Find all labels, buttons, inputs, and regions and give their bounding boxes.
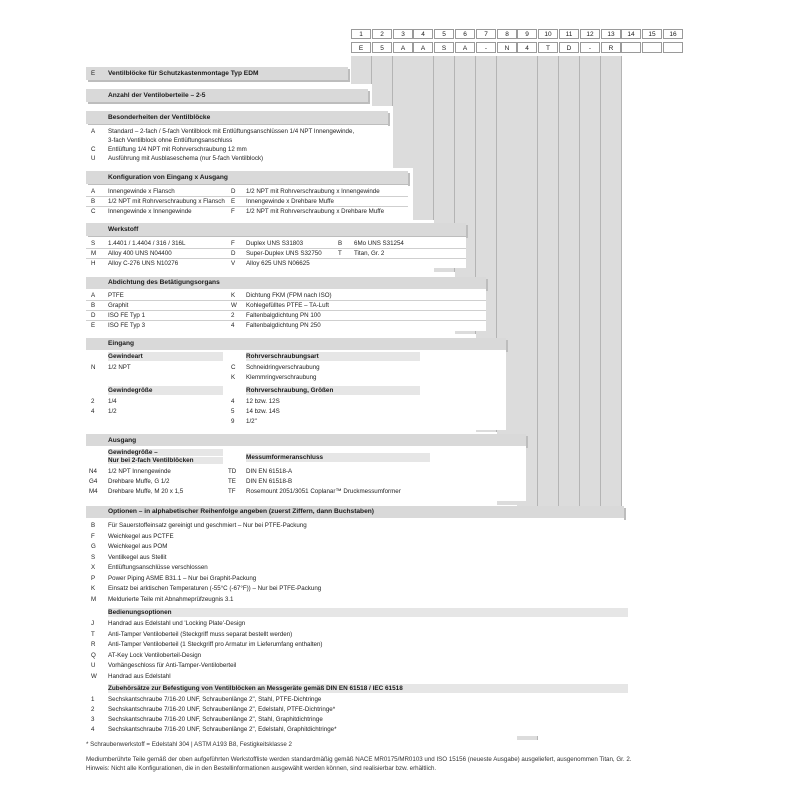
- config-text: 1/2 NPT mit Rohrverschraubung x Drehbare Muffe: [246, 208, 385, 215]
- mounting-kit-heading: Zubehörsätze zur Befestigung von Ventilblöcken an Messgeräte gemäß DIN EN 61518 / IEC 61518: [108, 684, 628, 693]
- operation-code: R: [91, 641, 96, 648]
- option-text: Entlüftungsanschlüsse verschlossen: [108, 564, 208, 571]
- feature-text: 3-fach Ventilblock ohne Entlüftungsanschluss: [108, 137, 233, 144]
- config-code: A: [91, 188, 96, 195]
- material-code: H: [91, 260, 96, 267]
- section-outlet: [86, 434, 526, 446]
- position-code: E: [351, 42, 371, 53]
- outlet-text: Drehbare Muffe, M 20 x 1,5: [108, 488, 184, 495]
- material-text: Duplex UNS S31803: [246, 240, 304, 247]
- option-code: M: [91, 595, 97, 603]
- operation-code: Q: [91, 651, 96, 659]
- section-outlet-title: Ausgang: [108, 437, 137, 444]
- outlet-code: TD: [228, 468, 237, 475]
- mounting-text: Sechskantschraube 7/16-20 UNF, Schraubenlänge 2", Edelstahl, PTFE-Dichtringe*: [108, 706, 336, 713]
- sealing-code: E: [91, 322, 96, 329]
- inlet-text: Schneidringverschraubung: [246, 364, 320, 371]
- outlet-code: TE: [228, 478, 236, 485]
- config-text: Innengewinde x Flansch: [108, 188, 175, 195]
- config-text: 1/2 NPT mit Rohrverschraubung x Flansch: [108, 198, 225, 205]
- code-column: [351, 56, 372, 84]
- inlet-size-code: 4: [91, 408, 95, 415]
- inlet-code: N: [91, 364, 96, 371]
- outlet-code: N4: [89, 468, 97, 475]
- option-text: Weichkegel aus PCTFE: [108, 532, 174, 540]
- sealing-text: ISO FE Typ 1: [108, 312, 146, 319]
- sealing-text: Faltenbalgdichtung PN 250: [246, 322, 321, 329]
- operation-text: Vorhängeschloss für Anti-Tamper-Ventiloberteil: [108, 662, 237, 669]
- feature-code: A: [91, 128, 96, 135]
- config-code: E: [231, 198, 236, 205]
- config-text: Innengewinde x Drehbare Muffe: [246, 198, 334, 205]
- operation-options-heading: Bedienungsoptionen: [108, 608, 628, 617]
- material-text: Alloy 400 UNS N04400: [108, 250, 172, 257]
- outlet-thread-heading-1: Gewindegröße –: [108, 449, 223, 456]
- config-text: Innengewinde x Innengewinde: [108, 208, 192, 215]
- position-number: 10: [538, 29, 558, 39]
- option-code: G: [91, 543, 96, 550]
- position-number: 2: [372, 29, 392, 39]
- position-number: 9: [517, 29, 537, 39]
- section-features-title: Besonderheiten der Ventilblöcke: [108, 114, 211, 121]
- position-code: -: [580, 42, 600, 53]
- material-code: T: [338, 250, 342, 257]
- option-code: X: [91, 564, 96, 571]
- position-number: 15: [642, 29, 662, 39]
- mounting-text: Sechskantschraube 7/16-20 UNF, Schraubenlänge 2", Edelstahl, Graphitdichtringe*: [108, 726, 337, 733]
- material-code: M: [91, 250, 97, 257]
- material-code: F: [231, 240, 235, 247]
- material-text: 6Mo UNS S31254: [354, 240, 404, 247]
- material-text: 1.4401 / 1.4404 / 316 / 316L: [108, 240, 186, 247]
- option-code: B: [91, 522, 96, 529]
- position-number: 14: [621, 29, 641, 39]
- operation-text: Anti-Tamper Ventiloberteil (1 Steckgriff pro Armatur im Lieferumfang enthalten): [108, 641, 323, 648]
- option-text: Power Piping ASME B31.1 – Nur bei Graphit-Packung: [108, 574, 257, 582]
- sealing-text: PTFE: [108, 292, 124, 299]
- mounting-code: 3: [91, 716, 95, 723]
- position-code: A: [455, 42, 475, 53]
- outlet-code: TF: [228, 488, 236, 495]
- config-code: C: [91, 208, 96, 215]
- inlet-fitting-type-heading: Rohrverschraubungsart: [246, 352, 420, 361]
- sealing-code: W: [231, 302, 237, 309]
- feature-text: Ausführung mit Ausblaseschema (nur 5-fach Ventilblock): [108, 155, 264, 162]
- option-text: Für Sauerstoffeinsatz gereinigt und geschmiert – Nur bei PTFE-Packung: [108, 522, 307, 529]
- section-inlet: [86, 338, 506, 350]
- material-text: Alloy C-276 UNS N10276: [108, 260, 179, 267]
- option-code: K: [91, 585, 96, 592]
- position-number: 8: [497, 29, 517, 39]
- outlet-text: 1/2 NPT Innengewinde: [108, 468, 171, 475]
- footnote-bolt-material: * Schraubenwerkstoff = Edelstahl 304 | ASTM A193 B8, Festigkeitsklasse 2: [86, 741, 292, 748]
- outlet-thread-heading-2: Nur bei 2-fach Ventilblöcken: [108, 457, 223, 464]
- outlet-transmitter-heading: Messumformeranschluss: [246, 453, 430, 462]
- position-number: 7: [476, 29, 496, 39]
- config-text: 1/2 NPT mit Rohrverschraubung x Innengewinde: [246, 188, 380, 195]
- inlet-size-text: 14 bzw. 14S: [246, 408, 280, 415]
- position-code: A: [413, 42, 433, 53]
- section-material-title: Werkstoff: [108, 226, 139, 233]
- option-text: Ventilkegel aus Stellit: [108, 553, 167, 561]
- inlet-code: K: [231, 374, 236, 381]
- operation-text: Handrad aus Edelstahl und 'Locking Plate'-Design: [108, 620, 246, 627]
- position-number: 11: [559, 29, 579, 39]
- position-number: 5: [434, 29, 454, 39]
- outlet-text: DIN EN 61518-A: [246, 468, 293, 475]
- code-column: [372, 56, 393, 106]
- material-text: Alloy 625 UNS N06625: [246, 260, 310, 267]
- sealing-code: B: [91, 302, 96, 309]
- operation-text: AT-Key Lock Ventiloberteil-Design: [108, 651, 202, 659]
- sealing-code: D: [91, 312, 96, 319]
- position-code: [642, 42, 662, 53]
- inlet-size-text: 12 bzw. 12S: [246, 398, 280, 405]
- option-code: F: [91, 532, 95, 540]
- feature-text: Standard – 2-fach / 5-fach Ventilblock mit Entlüftungsanschlüssen 1/4 NPT Innengewinde,: [108, 128, 355, 135]
- sealing-code: 2: [231, 312, 235, 319]
- operation-text: Handrad aus Edelstahl: [108, 672, 171, 680]
- mounting-code: 2: [91, 706, 95, 713]
- feature-code: U: [91, 155, 96, 162]
- position-number: 12: [580, 29, 600, 39]
- footnote-nace: Mediumberührte Teile gemäß der oben aufgeführten Werkstoffliste werden standardmäßig gemäß NACE MR0175/MR0103 und ISO 15156 (neueste Ausgabe) ausgeliefert, ausgenommen Titan, Gr. 2.: [86, 756, 632, 763]
- outlet-text: Rosemount 2051/3051 Coplanar™ Druckmessumformer: [246, 488, 401, 495]
- sealing-text: ISO FE Typ 3: [108, 322, 146, 329]
- section-options-title: Optionen – in alphabetischer Reihenfolge angeben (zuerst Ziffern, dann Buchstaben): [108, 508, 374, 515]
- outlet-code: G4: [89, 478, 98, 485]
- inlet-thread-size-heading: Gewindegröße: [108, 386, 223, 395]
- option-text: Weichkegel aus POM: [108, 543, 168, 550]
- feature-code: C: [91, 146, 96, 153]
- mounting-code: 1: [91, 696, 95, 703]
- sealing-text: Graphit: [108, 302, 129, 309]
- material-code: B: [338, 240, 343, 247]
- section-valve-block-letter: E: [91, 70, 96, 77]
- operation-code: T: [91, 630, 95, 638]
- section-material: [86, 223, 466, 236]
- material-code: V: [231, 260, 236, 267]
- operation-code: W: [91, 672, 97, 680]
- position-code: [663, 42, 683, 53]
- position-code: A: [393, 42, 413, 53]
- position-code: 5: [372, 42, 392, 53]
- section-inlet-title: Eingang: [108, 340, 135, 347]
- position-number: 6: [455, 29, 475, 39]
- operation-code: U: [91, 662, 96, 669]
- inlet-size-text: 1/2": [246, 418, 257, 425]
- position-code: -: [476, 42, 496, 53]
- position-code: S: [434, 42, 454, 53]
- inlet-size-code: 2: [91, 398, 95, 405]
- mounting-text: Sechskantschraube 7/16-20 UNF, Schraubenlänge 2", Stahl, Graphitdichtringe: [108, 716, 323, 723]
- config-code: B: [91, 198, 96, 205]
- inlet-code: C: [231, 364, 236, 371]
- position-number: 1: [351, 29, 371, 39]
- section-sealing-title: Abdichtung des Betätigungsorgans: [108, 279, 220, 286]
- section-count-title: Anzahl der Ventiloberteile – 2-5: [108, 92, 206, 99]
- mounting-text: Sechskantschraube 7/16-20 UNF, Schraubenlänge 2", Stahl, PTFE-Dichtringe: [108, 696, 322, 703]
- position-number: 4: [413, 29, 433, 39]
- position-code: N: [497, 42, 517, 53]
- section-configuration-title: Konfiguration von Eingang x Ausgang: [108, 174, 228, 181]
- position-code: D: [559, 42, 579, 53]
- material-text: Super-Duplex UNS S32750: [246, 250, 322, 257]
- option-code: S: [91, 553, 96, 561]
- inlet-text: 1/2 NPT: [108, 364, 131, 371]
- operation-code: J: [91, 620, 95, 627]
- sealing-code: K: [231, 292, 236, 299]
- inlet-size-code: 5: [231, 408, 235, 415]
- sealing-code: 4: [231, 322, 235, 329]
- config-code: F: [231, 208, 235, 215]
- position-number: 13: [601, 29, 621, 39]
- outlet-text: Drehbare Muffe, G 1/2: [108, 478, 170, 485]
- code-column: [413, 56, 434, 220]
- section-valve-block-title: Ventilblöcke für Schutzkastenmontage Typ EDM: [108, 70, 259, 77]
- option-code: P: [91, 574, 96, 582]
- outlet-code: M4: [89, 488, 98, 495]
- config-code: D: [231, 188, 236, 195]
- inlet-fitting-size-heading: Rohrverschraubung, Größen: [246, 386, 420, 395]
- option-text: Meldurierte Teile mit Abnahmeprüfzeugnis 3.1: [108, 595, 234, 603]
- position-code: [621, 42, 641, 53]
- inlet-size-code: 4: [231, 398, 235, 405]
- material-code: S: [91, 240, 96, 247]
- material-text: Titan, Gr. 2: [354, 250, 385, 257]
- inlet-size-text: 1/2: [108, 408, 117, 415]
- sealing-text: Kohlegefülltes PTFE – TA-Luft: [246, 302, 329, 309]
- outlet-text: DIN EN 61518-B: [246, 478, 293, 485]
- sealing-text: Faltenbalgdichtung PN 100: [246, 312, 321, 319]
- mounting-code: 4: [91, 726, 95, 733]
- position-code: R: [601, 42, 621, 53]
- operation-text: Anti-Tamper Ventiloberteil (Steckgriff muss separat bestellt werden): [108, 630, 293, 638]
- feature-text: Entlüftung 1/4 NPT mit Rohrverschraubung 12 mm: [108, 146, 247, 153]
- footnote-hint: Hinweis: Nicht alle Konfigurationen, die in den Bestellinformationen ausgewählt werden können, sind realisierbar bzw. erhältlich.: [86, 765, 437, 772]
- option-text: Einsatz bei arktischen Temperaturen (-55°C (-67°F)) – Nur bei PTFE-Packung: [108, 585, 322, 592]
- material-code: D: [231, 250, 236, 257]
- sealing-text: Dichtung FKM (FPM nach ISO): [246, 292, 332, 299]
- inlet-size-text: 1/4: [108, 398, 117, 405]
- inlet-size-code: 9: [231, 418, 235, 425]
- position-code: T: [538, 42, 558, 53]
- position-code: 4: [517, 42, 537, 53]
- code-column: [393, 56, 414, 168]
- sealing-code: A: [91, 292, 96, 299]
- position-number: 3: [393, 29, 413, 39]
- inlet-text: Klemmringverschraubung: [246, 374, 317, 381]
- position-number: 16: [663, 29, 683, 39]
- inlet-thread-type-heading: Gewindeart: [108, 352, 223, 361]
